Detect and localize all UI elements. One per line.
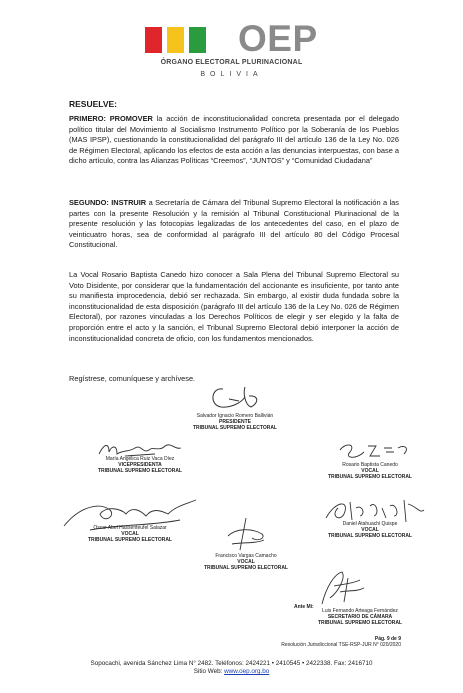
signer-org: TRIBUNAL SUPREMO ELECTORAL [88,537,172,543]
segundo-paragraph [69,198,399,251]
resolution-ref: Resolución Jurisdiccional TSE-RSP-JUR N° 020/2020 [281,642,401,648]
signer-name: Luis Fernando Arteaga Fernández [322,608,398,614]
signature-vocal-vargas-image [222,516,272,554]
signature-vocal-baptista-image [334,438,414,464]
ante-mi-label: Ante Mí: [294,604,314,610]
logo-text: OEP [238,18,318,59]
signer-name: Salvador Ignacio Romero Ballivián [196,413,274,419]
signer-name: Francisco Vargas Camacho [215,553,277,559]
signature-block-baptista [300,462,440,480]
signer-org: TRIBUNAL SUPREMO ELECTORAL [204,565,288,571]
registrese-line: Regístrese, comuníquese y archívese. [69,374,196,383]
signature-block-hassenteufel [60,525,200,543]
signature-block-vargas [176,553,316,571]
segundo-label: SEGUNDO: INSTRUIR [69,198,147,207]
signature-block-president [160,413,310,431]
page-reference [281,636,401,648]
signature-president-image [205,383,265,413]
segundo-text: a Secretaría de Cámara del Tribunal Supremo Electoral la notificación a las partes con la presente Resolución y la remisión al Tribunal Constitucional Plurinacional de la presente resolución y las fotocopias legalizadas de los antecedentes del caso, en el plazo de veinticuatro horas, sea de conformidad al parágrafo III del artículo 80 del Código Procesal Constitucional. [69,198,399,250]
footer-web-link[interactable]: www.oep.org.bo [224,668,270,675]
footer [0,660,463,676]
signer-org: TRIBUNAL SUPREMO ELECTORAL [328,533,412,539]
footer-address: Sopocachi, avenida Sánchez Lima N° 2482. Teléfonos: 2424221 • 2410545 • 2422338. Fax: 2416710 [90,660,373,667]
org-name: ÓRGANO ELECTORAL PLURINACIONAL [160,59,303,66]
signer-org: TRIBUNAL SUPREMO ELECTORAL [328,474,412,480]
logo-red-bar [145,27,162,53]
primero-paragraph [69,114,399,167]
signer-org: TRIBUNAL SUPREMO ELECTORAL [98,468,182,474]
signature-block-secretary [290,608,430,626]
signer-org: TRIBUNAL SUPREMO ELECTORAL [193,425,277,431]
signer-name: María Angélica Ruiz Vaca Díez [105,456,175,462]
footer-web-label: Sitio Web: [193,668,225,675]
signer-role: VOCAL [121,531,139,537]
primero-label: PRIMERO: PROMOVER [69,114,153,123]
signer-role: PRESIDENTE [219,419,251,425]
primero-text: la acción de inconstitucionalidad concreta presentada por el delegado político titular del Movimiento al Socialismo Instrumento Político por la Soberanía de los Pueblos (MAS IPSP), cuestionando la constitucionalidad del parágrafo III del artículo 136 de la Ley No. 026 de Régimen Electoral, aplicando los efectos de esta acción a las denuncias interpuestas, con base a dicho artículo, contra las Alianzas Políticas “Creemos”, “JUNTOS” y “Comunidad Ciudadana” [69,114,400,166]
signature-block-vicepresident [70,456,210,474]
logo-green-bar [189,27,206,53]
vocal-paragraph: La Vocal Rosario Baptista Canedo hizo conocer a Sala Plena del Tribunal Supremo Electoral su Voto Disidente, por considerar que la fundamentación del accionante es insuficiente, por tanto ante su manifiesta improcedencia, debió ser rechazada. Sin embargo, al existir duda fundada sobre la inconstitucionalidad de esta disposición (parágrafo III del artículo 136 de la Ley No. 026 de Régimen Electoral), por razones vinculadas a los Derechos Políticos de elegir y ser elegido y la falta de proporción entre el acto y la sanción, el Tribunal Supremo Electoral debió interponer la acción de inconstitucionalidad concreta de oficio, con los fundamentos mencionados. [69,270,399,343]
logo-yellow-bar [167,27,184,53]
resuelve-heading: RESUELVE: [69,99,118,109]
footer-web-line [0,668,463,676]
signer-org: TRIBUNAL SUPREMO ELECTORAL [318,620,402,626]
signer-role: VOCAL [361,527,379,533]
signer-role: SECRETARIO DE CÁMARA [327,614,393,620]
page-number: Pág. 9 de 9 [374,636,401,642]
signature-block-atahuachi [300,521,440,539]
country-name: BOLIVIA [200,71,263,78]
signature-secretary-image [312,568,372,608]
signer-role: VOCAL [237,559,255,565]
signer-name: Rosario Baptista Canedo [342,462,398,468]
signer-name: Oscar Abel Hassenteufel Salazar [93,525,167,531]
signer-role: VOCAL [361,468,379,474]
signer-role: VICEPRESIDENTA [118,462,162,468]
signer-name: Daniel Atahuachi Quispe [342,521,398,527]
